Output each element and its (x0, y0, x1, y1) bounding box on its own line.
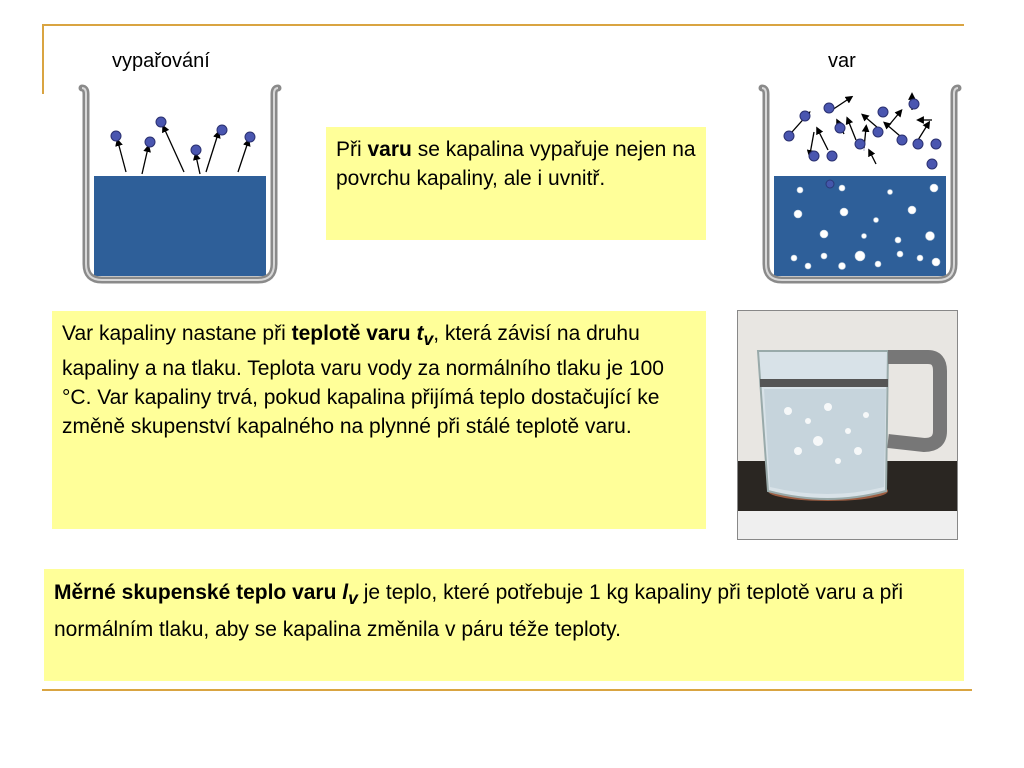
beaker-boiling-illustration (752, 84, 972, 284)
box2-bold: teplotě varu (291, 322, 417, 345)
boiling-kettle-photo (737, 310, 958, 540)
box2-subscript: v (423, 329, 434, 350)
left-rule (42, 24, 44, 94)
box3-bold: Měrné skupenské teplo varu (54, 581, 343, 604)
box2-text2: , která závisí na druhu kapaliny a na tlaku. Teplota varu vody za normálního tlaku je 100 °C. Var kapaliny trvá, pokud kapalina přijímá teplo dostačující ke změně skupenství kapalného na plynné při stálé teplotě varu. (62, 322, 664, 439)
beaker-evaporation-illustration (72, 84, 292, 284)
box1-bold: varu (367, 138, 412, 161)
bottom-rule (42, 689, 972, 691)
molecule (245, 132, 255, 142)
molecule (145, 137, 155, 147)
molecule (191, 145, 201, 155)
top-rule (42, 24, 964, 26)
boiling-temperature-box (52, 311, 706, 529)
box1-prefix: Při (336, 138, 368, 161)
water-left (94, 176, 266, 276)
box3-subscript: v (348, 588, 358, 609)
box3-text: je teplo, které potřebuje 1 kg kapaliny při teplotě varu a při normálním tlaku, aby se kapalina změnila v páru téže teploty. (54, 581, 904, 642)
box3-symbol: l (342, 581, 349, 604)
molecule (217, 125, 227, 135)
box1-suffix: se kapalina vypařuje nejen na povrchu kapaliny, ale i uvnitř. (336, 138, 696, 190)
box2-text1: Var kapaliny nastane při (62, 322, 292, 345)
molecule (156, 117, 166, 127)
box2-symbol: t (416, 322, 424, 345)
evaporation-label: vypařování (112, 50, 210, 72)
boiling-label: var (828, 50, 856, 72)
boiling-definition-box (326, 127, 706, 240)
molecule (111, 131, 121, 141)
latent-heat-box (44, 569, 964, 681)
